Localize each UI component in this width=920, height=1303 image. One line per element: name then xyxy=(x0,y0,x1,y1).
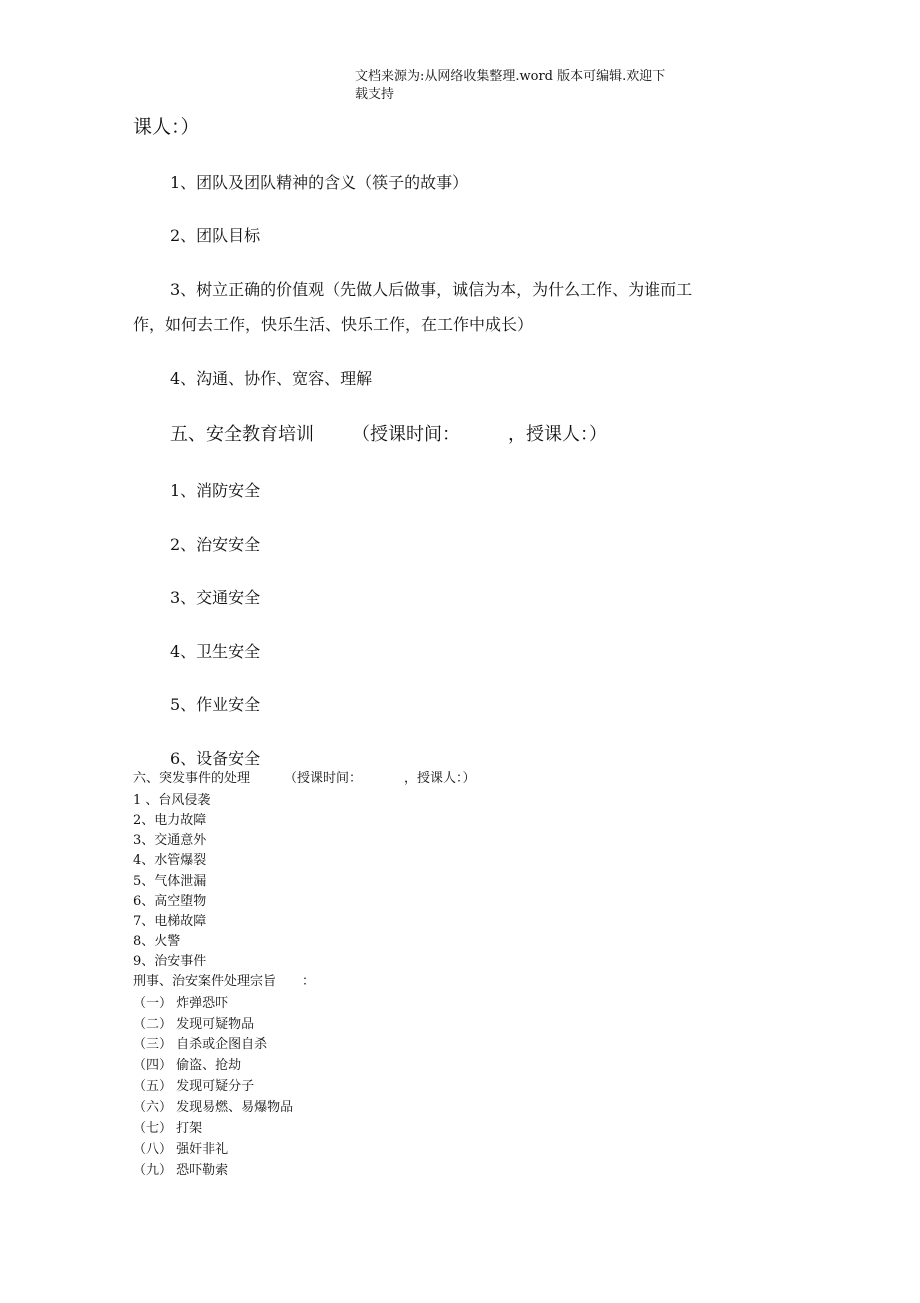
s4-item-3: 3、树立正确的价值观（先做人后做事，诚信为本，为什么工作、为谁而工 xyxy=(170,280,693,299)
header-line-1: 文档来源为:从网络收集整理.word 版本可编辑.欢迎下 xyxy=(355,69,666,84)
s6-item-5: 5、气体泄漏 xyxy=(133,874,207,889)
top-fragment: 课人：） xyxy=(133,116,200,138)
criminal-item-8: （八） 强奸非礼 xyxy=(133,1142,229,1157)
section5-time-label: （授课时间： xyxy=(352,424,460,445)
s5-item-6: 6、设备安全 xyxy=(170,749,261,768)
criminal-item-9: （九） 恐吓勒索 xyxy=(133,1163,229,1178)
section6-title: 六、突发事件的处理 xyxy=(133,771,251,786)
s6-item-6: 6、高空堕物 xyxy=(133,894,207,909)
s5-item-5: 5、作业安全 xyxy=(170,695,261,714)
s4-item-4: 4、沟通、协作、宽容、理解 xyxy=(170,369,373,388)
s6-item-1: 1 、台风侵袭 xyxy=(133,793,211,808)
s6-item-4: 4、水管爆裂 xyxy=(133,853,207,868)
section6-teacher-label: ，授课人：） xyxy=(404,771,476,786)
s6-item-2: 2、电力故障 xyxy=(133,813,207,828)
criminal-item-7: （七） 打架 xyxy=(133,1121,203,1136)
section6-heading xyxy=(133,767,476,786)
s6-item-7: 7、电梯故障 xyxy=(133,914,207,929)
section5-heading xyxy=(170,420,607,446)
s5-item-1: 1、消防安全 xyxy=(170,481,261,500)
s5-item-4: 4、卫生安全 xyxy=(170,642,261,661)
criminal-title: 刑事、治安案件处理宗旨 xyxy=(133,974,277,989)
criminal-item-3: （三） 自杀或企图自杀 xyxy=(133,1037,268,1052)
criminal-heading xyxy=(133,970,315,989)
s6-item-9: 9、治安事件 xyxy=(133,954,207,969)
s6-item-3: 3、交通意外 xyxy=(133,833,207,848)
section5-teacher-label: ，授课人：） xyxy=(508,424,607,445)
criminal-item-5: （五） 发现可疑分子 xyxy=(133,1079,255,1094)
s4-item-3-cont: 作，如何去工作，快乐生活、快乐工作，在工作中成长） xyxy=(133,315,534,334)
s4-item-1: 1、团队及团队精神的含义（筷子的故事） xyxy=(170,173,469,192)
criminal-colon: ： xyxy=(302,974,316,989)
criminal-item-4: （四） 偷盗、抢劫 xyxy=(133,1058,242,1073)
section6-time-label: （授课时间： xyxy=(284,771,363,786)
section5-title: 五、安全教育培训 xyxy=(170,424,314,445)
s4-item-2: 2、团队目标 xyxy=(170,226,261,245)
criminal-item-1: （一） 炸弹恐吓 xyxy=(133,996,229,1011)
page-header xyxy=(355,68,685,104)
s6-item-8: 8、火警 xyxy=(133,934,181,949)
criminal-item-2: （二） 发现可疑物品 xyxy=(133,1017,255,1032)
s5-item-3: 3、交通安全 xyxy=(170,588,261,607)
criminal-item-6: （六） 发现易燃、易爆物品 xyxy=(133,1100,294,1115)
header-line-2: 载支持 xyxy=(355,87,395,102)
s5-item-2: 2、治安安全 xyxy=(170,535,261,554)
